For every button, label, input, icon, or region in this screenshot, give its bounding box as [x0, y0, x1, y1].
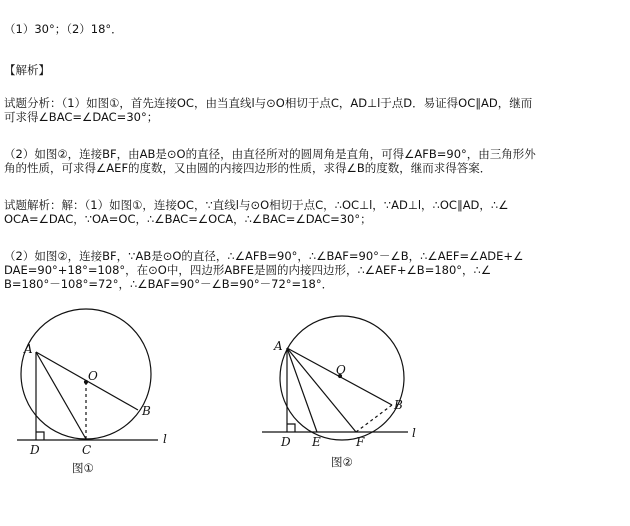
figure-2-label-o: O [336, 363, 346, 377]
solution-line-2: OCA=∠DAC，∵OA=OC，∴∠BAC=∠OCA，∴∠BAC=∠DAC=30°； [4, 212, 372, 226]
figure-2-segment-bf [356, 405, 392, 432]
solution-line-3: （2）如图②，连接BF，∵AB是⊙O的直径，∴∠AFB=90°，∴∠BAF=90°－∠B，∴∠AEF=∠ADE+∠ [4, 249, 524, 263]
figure-2-label-a: A [274, 339, 283, 353]
analysis-header: 【解析】 [4, 63, 50, 77]
figure-1-label-a: A [24, 342, 33, 356]
figure-1-label-b: B [142, 404, 151, 418]
figure-2-segment-ae [287, 348, 317, 432]
figure-1-caption: 图① [72, 461, 94, 475]
figures [0, 300, 630, 526]
answer-line: （1）30°；（2）18°． [4, 22, 123, 36]
figure-1-label-l: l [163, 432, 167, 446]
analysis-line-4: 角的性质，可求得∠AEF的度数，又由圆的内接四边形的性质，求得∠B的度数，继而求得答案． [4, 161, 492, 175]
figure-1-label-d: D [30, 443, 40, 457]
figure-2-label-b: B [394, 398, 403, 412]
figure-1-label-c: C [82, 443, 92, 457]
figure-2-segment-af [287, 348, 356, 432]
figure-2-label-d: D [281, 435, 291, 449]
figure-2-label-e: E [312, 435, 321, 449]
figure-1-right-angle-mark [36, 432, 44, 440]
analysis-line-2: 可求得∠BAC=∠DAC=30°； [4, 110, 159, 124]
figure-2-label-f: F [356, 435, 365, 449]
analysis-line-3: （2）如图②，连接BF，由AB是⊙O的直径，由直径所对的圆周角是直角，可得∠AFB=90°，由三角形外 [4, 147, 536, 161]
figure-2-caption: 图② [331, 455, 353, 469]
solution-line-4: DAE=90°+18°=108°，在⊙O中，四边形ABFE是圆的内接四边形，∴∠AEF+∠B=180°，∴∠ [4, 263, 492, 277]
figure-1-segment-ac [36, 352, 86, 439]
figure-2-right-angle-mark [287, 424, 295, 432]
figure-2-label-l: l [412, 426, 416, 440]
figure-1-label-o: O [88, 369, 98, 383]
analysis-line-1: 试题分析：（1）如图①，首先连接OC，由当直线l与⊙O相切于点C，AD⊥l于点D．易证得OC∥AD，继而 [4, 96, 533, 110]
solution-line-1: 试题解析：解：（1）如图①，连接OC，∵直线l与⊙O相切于点C，∴OC⊥l，∵AD⊥l，∴OC∥AD，∴∠ [4, 198, 509, 212]
figure-2 [262, 316, 408, 440]
solution-line-5: B=180°－108°=72°，∴∠BAF=90°－∠B=90°－72°=18°． [4, 277, 334, 291]
